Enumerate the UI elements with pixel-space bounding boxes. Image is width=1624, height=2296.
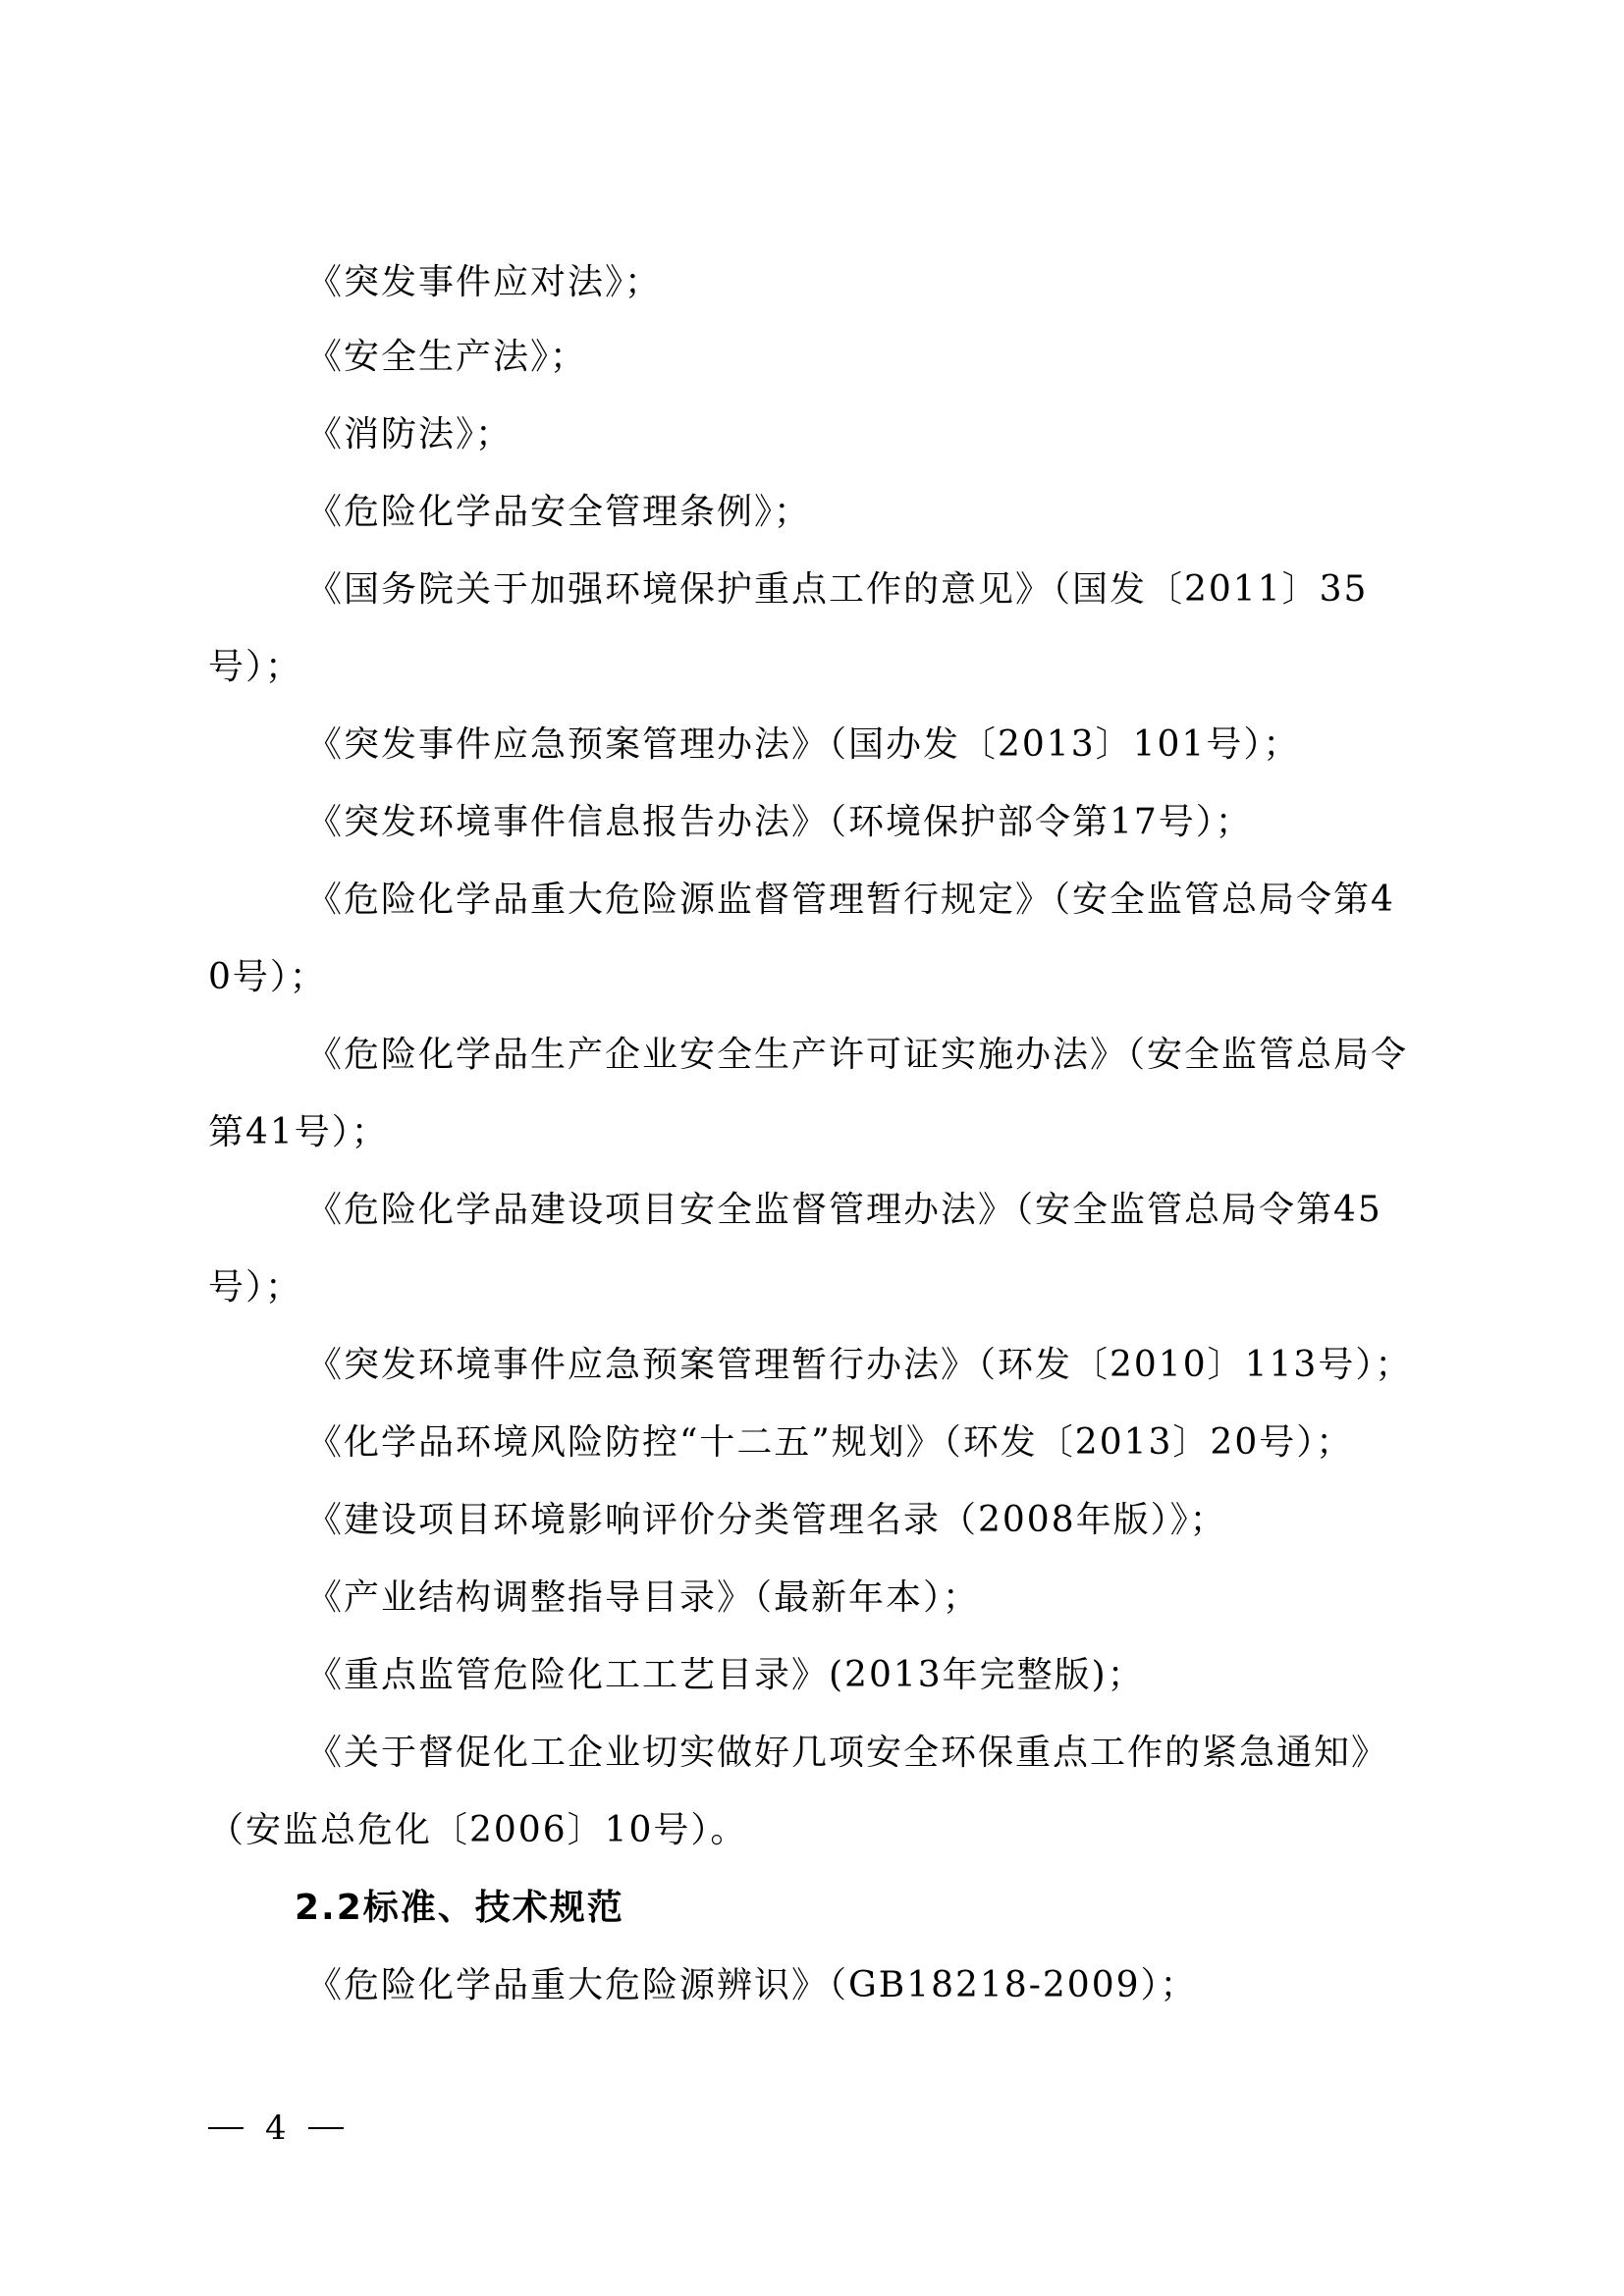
section-heading: 2.2标准、技术规范: [295, 1888, 624, 1928]
regulation-item: 《危险化学品安全管理条例》；: [306, 492, 812, 532]
footer-dash-left: [208, 2127, 244, 2129]
standard-item: 《危险化学品重大危险源辨识》（GB18218-2009）；: [306, 1965, 1198, 2005]
regulation-item: 《危险化学品生产企业安全生产许可证实施办法》（安全监管总局令第41号）；: [208, 1035, 1409, 1152]
page-footer: [208, 2109, 344, 2148]
regulation-item: 《关于督促化工企业切实做好几项安全环保重点工作的紧急通知》（安监总危化〔2006〕10号）。: [208, 1733, 1389, 1850]
regulation-item: 《安全生产法》；: [306, 337, 588, 377]
regulation-item: 《危险化学品重大危险源监督管理暂行规定》（安全监管总局令第40号）；: [208, 880, 1395, 997]
regulation-item: 《突发事件应急预案管理办法》（国办发〔2013〕101号）；: [306, 724, 1301, 765]
regulation-item: 《化学品环境风险防控“十二五”规划》（环发〔2013〕20号）；: [306, 1422, 1354, 1463]
regulation-item: 《突发环境事件应急预案管理暂行办法》（环发〔2010〕113号）；: [306, 1345, 1413, 1385]
regulation-item: 《消防法》；: [306, 414, 514, 454]
regulation-item: 《重点监管危险化工工艺目录》(2013年完整版)；: [306, 1655, 1145, 1695]
regulation-item: 《产业结构调整指导目录》（最新年本）；: [306, 1577, 981, 1618]
regulation-item: 《突发事件应对法》；: [306, 262, 663, 302]
regulation-item: 《国务院关于加强环境保护重点工作的意见》（国发〔2011〕35号）；: [208, 569, 1369, 687]
regulation-item: 《危险化学品建设项目安全监督管理办法》（安全监管总局令第45号）；: [208, 1190, 1382, 1308]
page-number: 4: [265, 2109, 287, 2148]
regulation-item: 《突发环境事件信息报告办法》（环境保护部令第17号）；: [306, 802, 1253, 842]
document-body: [208, 247, 1416, 2024]
regulation-item: 《建设项目环境影响评价分类管理名录（2008年版）》；: [306, 1500, 1227, 1540]
footer-dash-right: [308, 2127, 344, 2129]
